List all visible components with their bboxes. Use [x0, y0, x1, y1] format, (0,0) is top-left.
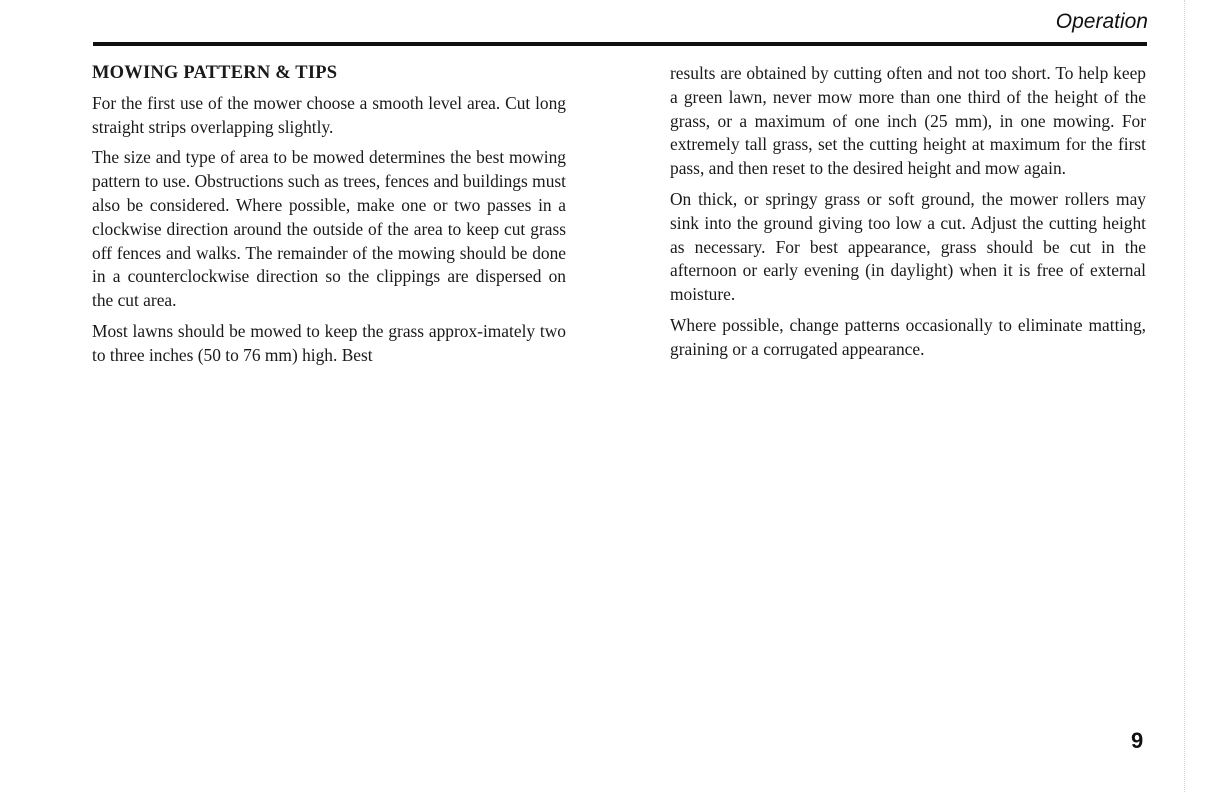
header-rule: [93, 42, 1147, 46]
page-number: 9: [1131, 728, 1144, 753]
page-edge-divider: [1184, 0, 1186, 792]
section-title: Operation: [1055, 10, 1148, 33]
right-column: [670, 62, 1146, 369]
paragraph-change-patterns: Where possible, change patterns occasionally to eliminate matting, graining or a corrugated appearance.: [670, 314, 1146, 359]
section-heading: MOWING PATTERN & TIPS: [92, 63, 338, 83]
left-column: [92, 62, 566, 375]
paragraph-first-use: For the first use of the mower choose a smooth level area. Cut long straight strips overlapping slightly.: [92, 92, 566, 137]
paragraph-cutting-often: results are obtained by cutting often and not too short. To help keep a green lawn, never mow more than one third of the height of the grass, or a maximum of one inch (25 mm), in one mowing. For extremely tall grass, set the cutting height at maximum for the first pass, and then reset to the desired height and mow again.: [670, 63, 1146, 179]
paragraph-grass-height: Most lawns should be mowed to keep the grass approx-imately two to three inches (50 to 76 mm) high. Best: [92, 320, 566, 365]
paragraph-thick-grass: On thick, or springy grass or soft ground, the mower rollers may sink into the ground giving too low a cut. Adjust the cutting height as necessary. For best appearance, grass should be cut in the afternoon or early evening (in daylight) when it is free of external moisture.: [670, 188, 1146, 305]
paragraph-mowing-pattern: The size and type of area to be mowed determines the best mowing pattern to use. Obstructions such as trees, fences and buildings must also be considered. Where possible, make one or two passes in a clockwise direction around the outside of the area to keep cut grass off fences and walks. The remainder of the mowing should be done in a counterclockwise direction so the clippings are dispersed on the cut area.: [92, 147, 566, 311]
